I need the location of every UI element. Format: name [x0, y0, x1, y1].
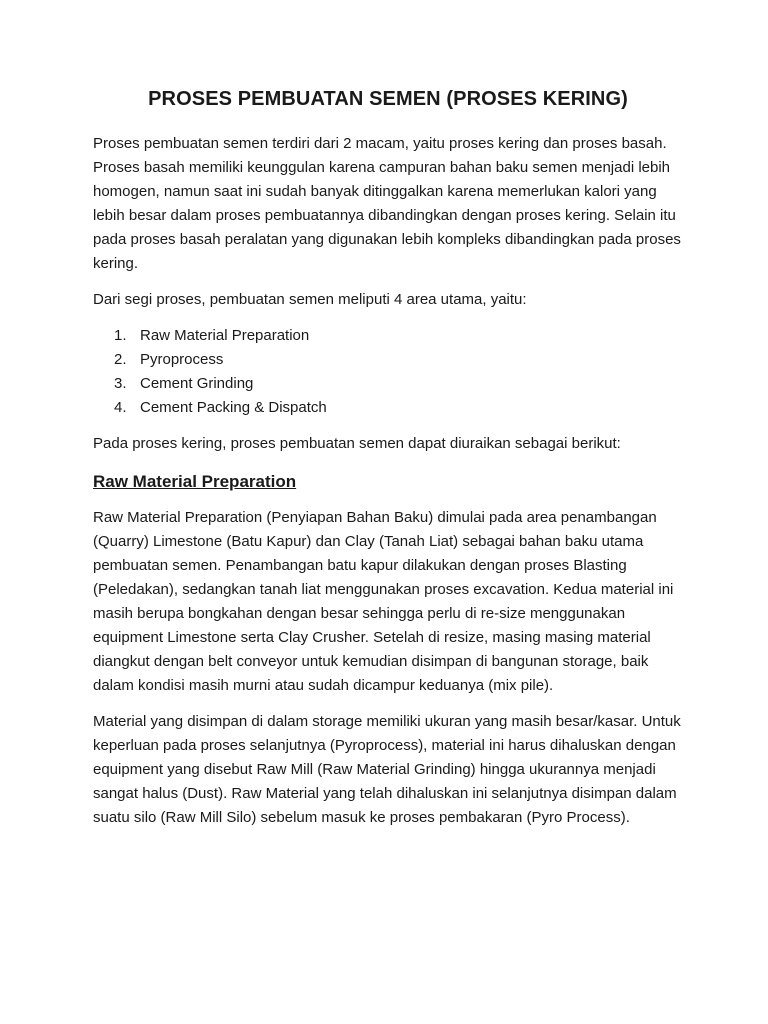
list-item: [93, 348, 683, 372]
list-item-number: 2.: [114, 351, 127, 368]
list-item-number: 1.: [114, 327, 127, 344]
dry-process-intro-paragraph: Pada proses kering, proses pembuatan semen dapat diuraikan sebagai berikut:: [93, 435, 621, 452]
list-item-label: Cement Packing & Dispatch: [140, 399, 327, 416]
section-paragraph: Raw Material Preparation (Penyiapan Bahan Baku) dimulai pada area penambangan (Quarry) Limestone (Batu Kapur) dan Clay (Tanah Liat) sebagai bahan baku utama pembuatan semen. Penambangan batu kapur dilakukan dengan proses Blasting (Peledakan), sedangkan tanah liat menggunakan proses excavation. Kedua material ini masih berupa bongkahan dengan besar sehingga perlu di re-size menggunakan equipment Limestone serta Clay Crusher. Setelah di resize, masing masing material diangkut dengan belt conveyor untuk kemudian disimpan di bangunan storage, baik dalam kondisi masih murni atau sudah dicampur keduanya (mix pile).: [93, 509, 674, 694]
list-item: [93, 372, 683, 396]
document-title: PROSES PEMBUATAN SEMEN (PROSES KERING): [148, 88, 628, 110]
list-item-label: Raw Material Preparation: [140, 327, 310, 344]
list-item: [93, 324, 683, 348]
section-paragraph: Material yang disimpan di dalam storage memiliki ukuran yang masih besar/kasar. Untuk keperluan pada proses selanjutnya (Pyroprocess), material ini harus dihaluskan dengan equipment yang disebut Raw Mill (Raw Material Grinding) hingga ukurannya menjadi sangat halus (Dust). Raw Material yang telah dihaluskan ini selanjutnya disimpan dalam suatu silo (Raw Mill Silo) sebelum masuk ke proses pembakaran (Pyro Process).: [93, 713, 681, 826]
list-item-number: 4.: [114, 399, 127, 416]
list-item-label: Cement Grinding: [140, 375, 254, 392]
areas-list: [93, 324, 683, 420]
list-item-number: 3.: [114, 375, 127, 392]
list-item-label: Pyroprocess: [140, 351, 224, 368]
document-page: [93, 88, 683, 842]
intro-paragraph: Proses pembuatan semen terdiri dari 2 macam, yaitu proses kering dan proses basah. Proses basah memiliki keunggulan karena campuran bahan baku semen menjadi lebih homogen, namun saat ini sudah banyak ditinggalkan karena memerlukan kalori yang lebih besar dalam proses pembuatannya dibandingkan dengan proses kering. Selain itu pada proses basah peralatan yang digunakan lebih kompleks dibandingkan pada proses kering.: [93, 135, 681, 272]
section-heading: Raw Material Preparation: [93, 472, 297, 491]
list-item: [93, 396, 683, 420]
areas-intro-paragraph: Dari segi proses, pembuatan semen meliputi 4 area utama, yaitu:: [93, 291, 527, 308]
